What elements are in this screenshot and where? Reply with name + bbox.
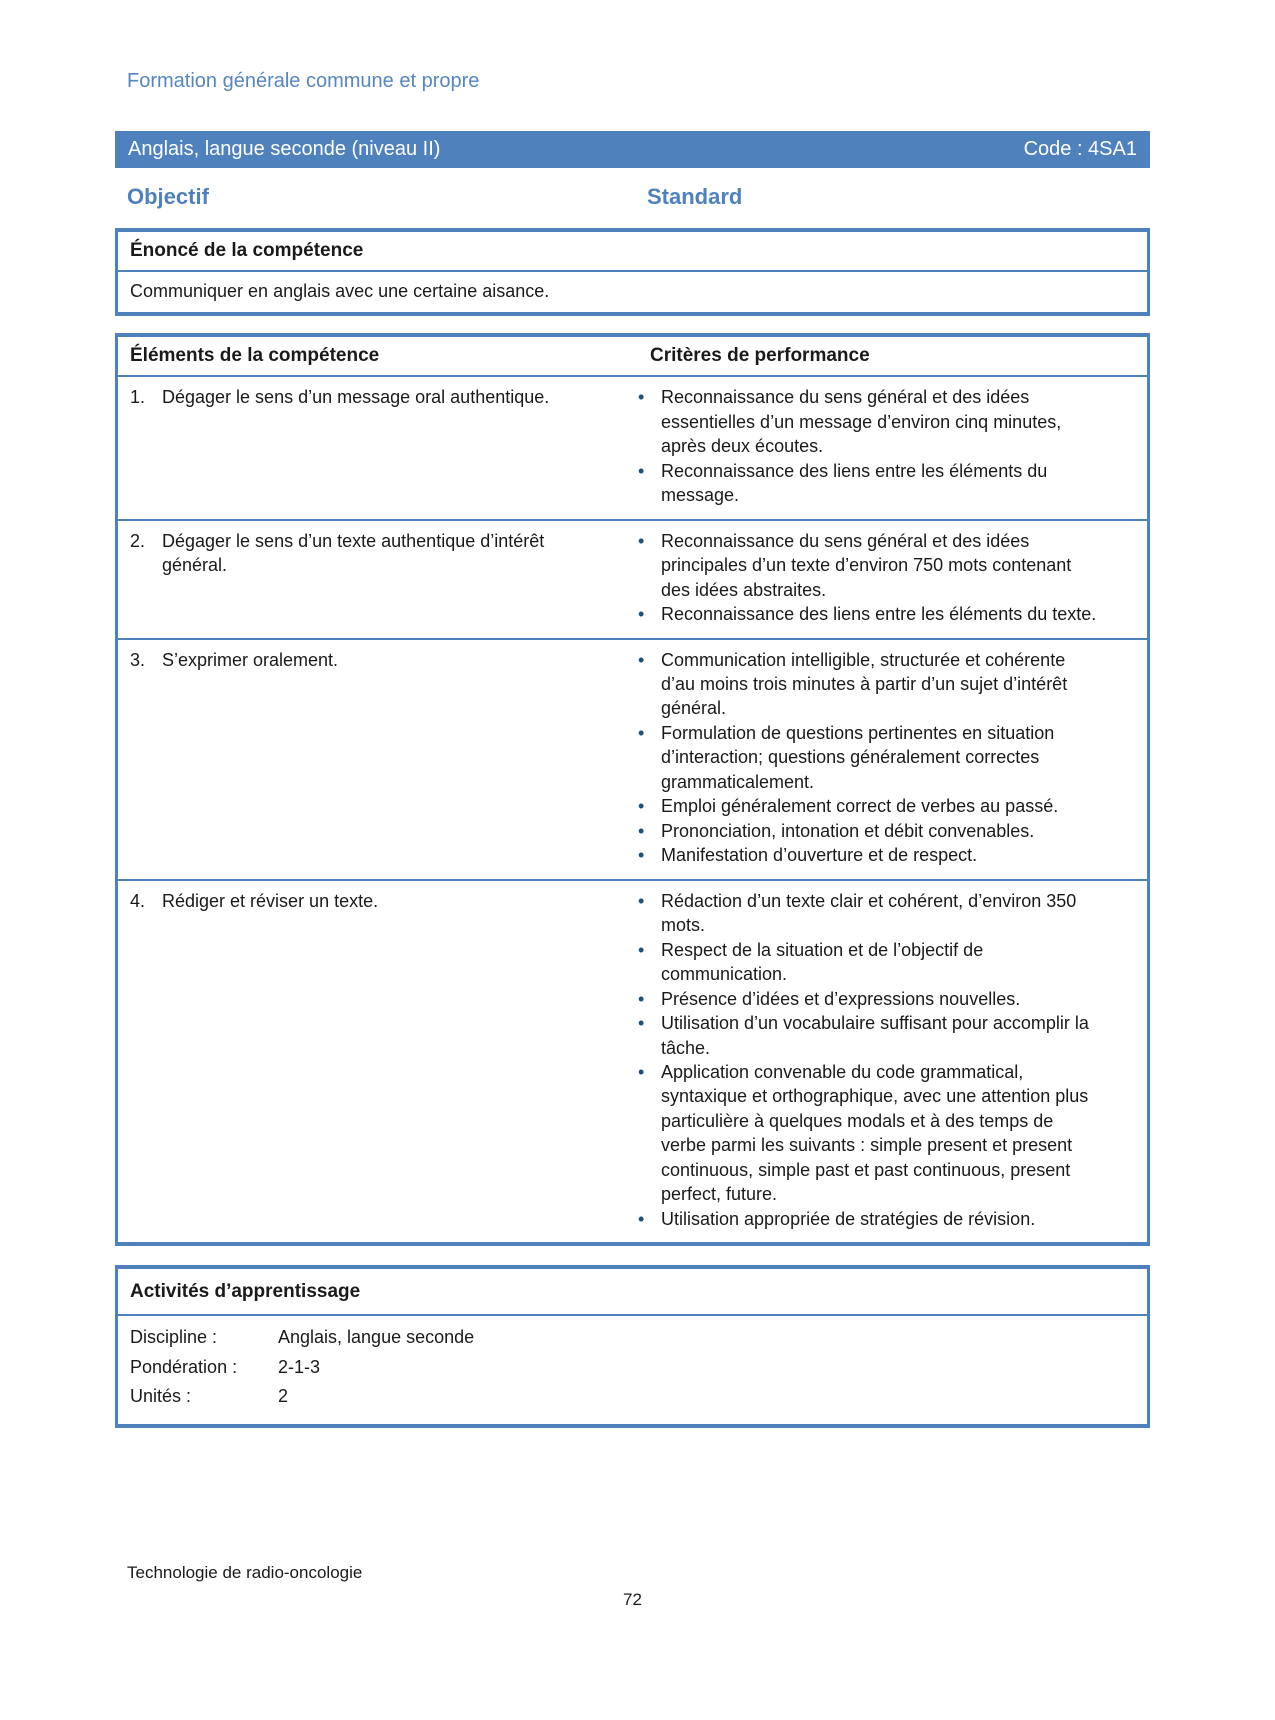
criteria-item: • Reconnaissance du sens général et des idées essentielles d’un message d’environ cinq minutes, après deux écoutes. [635, 385, 1097, 458]
page-footer [115, 1562, 1150, 1610]
table-row [118, 879, 1147, 1243]
criteria-item: • Formulation de questions pertinentes en situation d’interaction; questions généralement correctes grammaticalement. [635, 721, 1097, 794]
enonce-body: Communiquer en anglais avec une certaine aisance. [130, 281, 550, 302]
criteria-item: • Utilisation appropriée de stratégies de révision. [635, 1207, 1097, 1231]
objectif-heading: Objectif [127, 184, 209, 209]
criteria-item: • Reconnaissance des liens entre les éléments du texte. [635, 602, 1097, 626]
criteria-cell [635, 640, 1147, 879]
course-title-bar [115, 131, 1150, 168]
activites-box [115, 1265, 1150, 1428]
column-headings [115, 184, 1150, 209]
element-number: 2. [130, 530, 146, 551]
standard-heading: Standard [647, 184, 743, 209]
criteria-cell [635, 521, 1147, 638]
competence-table [115, 333, 1150, 1246]
running-head: Formation générale commune et propre [127, 70, 480, 92]
course-code: Code : 4SA1 [1023, 138, 1137, 160]
table-row [118, 638, 1147, 879]
criteria-item: • Reconnaissance des liens entre les éléments du message. [635, 459, 1097, 508]
element-text: S’exprimer oralement. [162, 649, 339, 670]
element-cell [118, 377, 635, 518]
criteria-list [635, 889, 1097, 1232]
criteria-item: • Emploi généralement correct de verbes au passé. [635, 794, 1097, 818]
element-text: Dégager le sens d’un message oral authentique. [162, 387, 550, 408]
activity-row [130, 1382, 1135, 1412]
activity-value: Anglais, langue seconde [278, 1327, 475, 1348]
table-rows [118, 377, 1147, 1242]
criteria-item: • Manifestation d’ouverture et de respect. [635, 843, 1097, 867]
element-cell [118, 640, 635, 879]
criteria-item: • Utilisation d’un vocabulaire suffisant pour accomplir la tâche. [635, 1011, 1097, 1060]
activity-row [130, 1323, 1135, 1353]
element-number: 4. [130, 890, 146, 911]
activity-value: 2 [278, 1386, 289, 1407]
activity-row [130, 1353, 1135, 1383]
element-number: 3. [130, 649, 146, 670]
criteres-column-header: Critères de performance [650, 345, 870, 367]
element-number: 1. [130, 387, 146, 408]
elements-column-header: Éléments de la compétence [130, 345, 380, 367]
criteria-item: • Prononciation, intonation et débit convenables. [635, 819, 1097, 843]
activity-label: Unités : [130, 1386, 192, 1407]
activites-body [118, 1316, 1147, 1424]
criteria-cell [635, 881, 1147, 1243]
course-title: Anglais, langue seconde (niveau II) [128, 138, 441, 160]
enonce-box [115, 228, 1150, 316]
criteria-list [635, 529, 1097, 627]
element-cell [118, 881, 635, 1243]
criteria-item: • Communication intelligible, structurée et cohérente d’au moins trois minutes à partir d’un sujet d’intérêt général. [635, 648, 1097, 721]
document-page [0, 70, 1275, 1720]
table-row [118, 377, 1147, 518]
page-number: 72 [623, 1590, 642, 1610]
activity-label: Pondération : [130, 1356, 238, 1377]
activity-value: 2-1-3 [278, 1356, 321, 1377]
criteria-item: • Application convenable du code grammatical, syntaxique et orthographique, avec une attention plus particulière à quelques modals et à des temps de verbe parmi les suivants : simple present et present continuous, simple past et past continuous, present perfect, future. [635, 1060, 1097, 1207]
criteria-item: • Présence d’idées et d’expressions nouvelles. [635, 987, 1097, 1011]
criteria-cell [635, 377, 1147, 518]
table-row [118, 519, 1147, 638]
activity-label: Discipline : [130, 1327, 218, 1348]
enonce-header: Énoncé de la compétence [118, 232, 1147, 272]
criteria-item: • Respect de la situation et de l’objectif de communication. [635, 938, 1097, 987]
criteria-list [635, 385, 1097, 507]
footer-program-name: Technologie de radio-oncologie [127, 1563, 363, 1583]
element-text: Dégager le sens d’un texte authentique d’intérêt général. [162, 530, 545, 576]
activites-header: Activités d’apprentissage [118, 1269, 1147, 1316]
criteria-item: • Reconnaissance du sens général et des idées principales d’un texte d’environ 750 mots contenant des idées abstraites. [635, 529, 1097, 602]
criteria-list [635, 648, 1097, 868]
element-text: Rédiger et réviser un texte. [162, 890, 379, 911]
table-header-row [118, 337, 1147, 377]
page-content [115, 70, 1150, 1610]
element-cell [118, 521, 635, 638]
criteria-item: • Rédaction d’un texte clair et cohérent, d’environ 350 mots. [635, 889, 1097, 938]
